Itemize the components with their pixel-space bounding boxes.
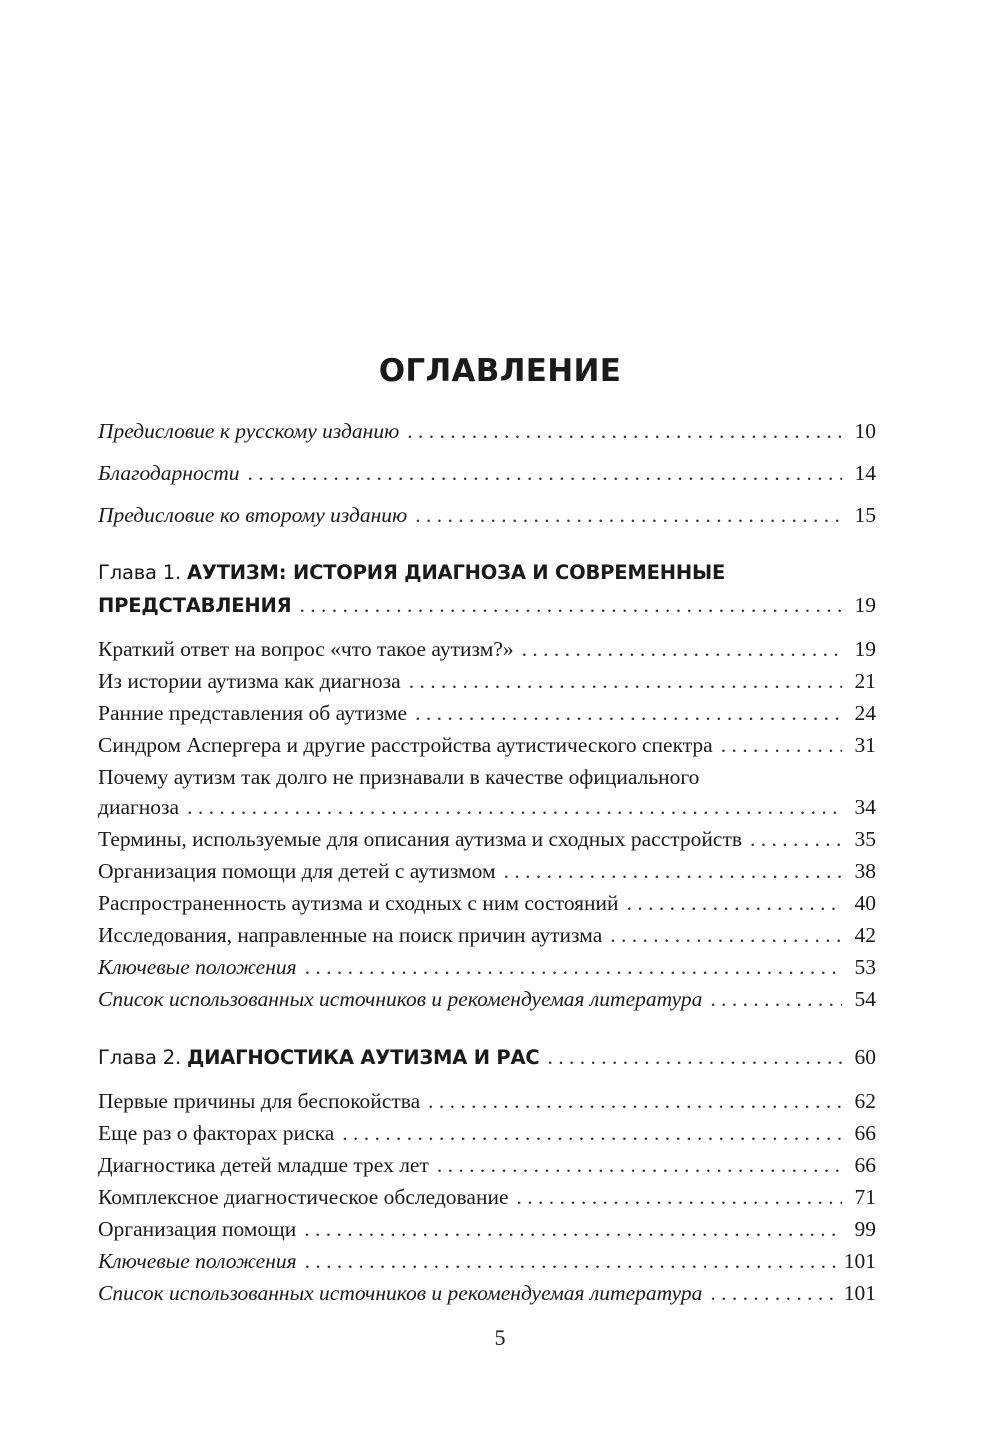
entry-page: 34 (854, 795, 876, 819)
entry-label: Еще раз о факторах риска (98, 1121, 335, 1145)
entry-label: Ключевые положения (98, 1249, 297, 1273)
dot-leader (304, 1212, 842, 1246)
toc-entry[interactable] (98, 822, 876, 856)
dot-leader (710, 982, 842, 1016)
toc-entry[interactable] (98, 854, 876, 888)
toc-entry[interactable] (98, 414, 876, 448)
entry-label: Из истории аутизма как диагноза (98, 669, 401, 693)
entry-page: 99 (854, 1217, 876, 1241)
dot-leader (187, 790, 842, 824)
entry-page: 38 (854, 859, 876, 883)
chapter-prefix: Глава 1. (98, 561, 181, 584)
entry-label: Организация помощи (98, 1217, 297, 1241)
entry-label: Первые причины для беспокойства (98, 1089, 421, 1113)
toc-entry[interactable] (98, 1180, 876, 1214)
entry-page: 54 (854, 987, 876, 1011)
dot-leader (610, 918, 842, 952)
dot-leader (299, 588, 842, 622)
dot-leader (342, 1116, 842, 1150)
toc-entry[interactable] (98, 456, 876, 490)
toc-entry[interactable] (98, 1276, 876, 1310)
entry-label: Благодарности (98, 461, 240, 485)
page-title: ОГЛАВЛЕНИЕ (378, 353, 622, 389)
toc-entry[interactable] (98, 1244, 876, 1278)
entry-page: 19 (854, 637, 876, 661)
entry-label: Предисловие к русскому изданию (98, 419, 400, 443)
toc-entry[interactable] (98, 1212, 876, 1246)
dot-leader (522, 632, 842, 666)
dot-leader (305, 1244, 836, 1278)
dot-leader (517, 1180, 842, 1214)
toc-entry[interactable] (98, 886, 876, 920)
dot-leader (750, 822, 842, 856)
toc-entry[interactable] (98, 1084, 876, 1118)
entry-label-line2: диагноза (98, 795, 180, 819)
entry-page: 40 (854, 891, 876, 915)
entry-page: 101 (843, 1281, 876, 1305)
entry-label: Список использованных источников и рекомендуемая литература (98, 987, 703, 1011)
chapter-title-line2: ПРЕДСТАВЛЕНИЯ (98, 594, 292, 617)
entry-label: Список использованных источников и рекомендуемая литература (98, 1281, 703, 1305)
chapter-page: 19 (854, 593, 876, 617)
chapter-page: 60 (854, 1045, 876, 1069)
entry-page: 53 (854, 955, 876, 979)
entry-page: 66 (854, 1153, 876, 1177)
entry-page: 24 (854, 701, 876, 725)
chapter-prefix: Глава 2. (98, 1046, 181, 1069)
entry-page: 15 (854, 503, 876, 527)
entry-page: 35 (854, 827, 876, 851)
dot-leader (627, 886, 842, 920)
toc-entry[interactable] (98, 918, 876, 952)
toc-entry[interactable] (98, 696, 876, 730)
entry-page: 101 (843, 1249, 876, 1273)
toc-entry-cont[interactable] (98, 790, 876, 824)
entry-label: Ключевые положения (98, 955, 297, 979)
toc-entry[interactable] (98, 950, 876, 984)
entry-label: Организация помощи для детей с аутизмом (98, 859, 496, 883)
entry-label: Краткий ответ на вопрос «что такое аутизм?» (98, 637, 514, 661)
toc-entry[interactable] (98, 982, 876, 1016)
toc-entry[interactable] (98, 1148, 876, 1182)
entry-label: Диагностика детей младше трех лет (98, 1153, 429, 1177)
entry-label: Термины, используемые для описания аутизма и сходных расстройств (98, 827, 743, 851)
entry-label-line1: Почему аутизм так долго не признавали в качестве официального (98, 765, 700, 789)
dot-leader (415, 696, 842, 730)
dot-leader (415, 498, 842, 532)
page-number: 5 (494, 1325, 506, 1350)
dot-leader (248, 456, 842, 490)
entry-page: 71 (854, 1185, 876, 1209)
dot-leader (428, 1084, 842, 1118)
entry-label: Комплексное диагностическое обследование (98, 1185, 509, 1209)
entry-label: Распространенность аутизма и сходных с ним состояний (98, 891, 619, 915)
dot-leader (407, 414, 842, 448)
chapter-title-line1: АУТИЗМ: ИСТОРИЯ ДИАГНОЗА И СОВРЕМЕННЫЕ (186, 561, 726, 584)
toc-entry[interactable] (98, 1116, 876, 1150)
entry-page: 10 (854, 419, 876, 443)
toc-entry[interactable] (98, 760, 876, 794)
dot-leader (409, 664, 842, 698)
chapter-title: ДИАГНОСТИКА АУТИЗМА И РАС (186, 1046, 540, 1069)
chapter-heading-cont[interactable] (98, 588, 876, 622)
dot-leader (437, 1148, 842, 1182)
entry-label: Ранние представления об аутизме (98, 701, 408, 725)
dot-leader (305, 950, 842, 984)
chapter-heading[interactable] (98, 556, 876, 590)
entry-page: 14 (854, 461, 876, 485)
dot-leader (504, 854, 842, 888)
entry-page: 31 (854, 733, 876, 757)
entry-label: Исследования, направленные на поиск причин аутизма (98, 923, 603, 947)
entry-label: Предисловие ко второму изданию (98, 503, 408, 527)
entry-page: 21 (854, 669, 876, 693)
dot-leader (721, 728, 842, 762)
dot-leader (548, 1040, 843, 1074)
toc-entry[interactable] (98, 664, 876, 698)
entry-page: 66 (854, 1121, 876, 1145)
toc-entry[interactable] (98, 498, 876, 532)
entry-page: 42 (854, 923, 876, 947)
toc-entry[interactable] (98, 632, 876, 666)
toc-entry[interactable] (98, 728, 876, 762)
entry-label: Синдром Аспергера и другие расстройства аутистического спектра (98, 733, 713, 757)
entry-page: 62 (854, 1089, 876, 1113)
chapter-heading[interactable] (98, 1040, 876, 1074)
dot-leader (710, 1276, 835, 1310)
